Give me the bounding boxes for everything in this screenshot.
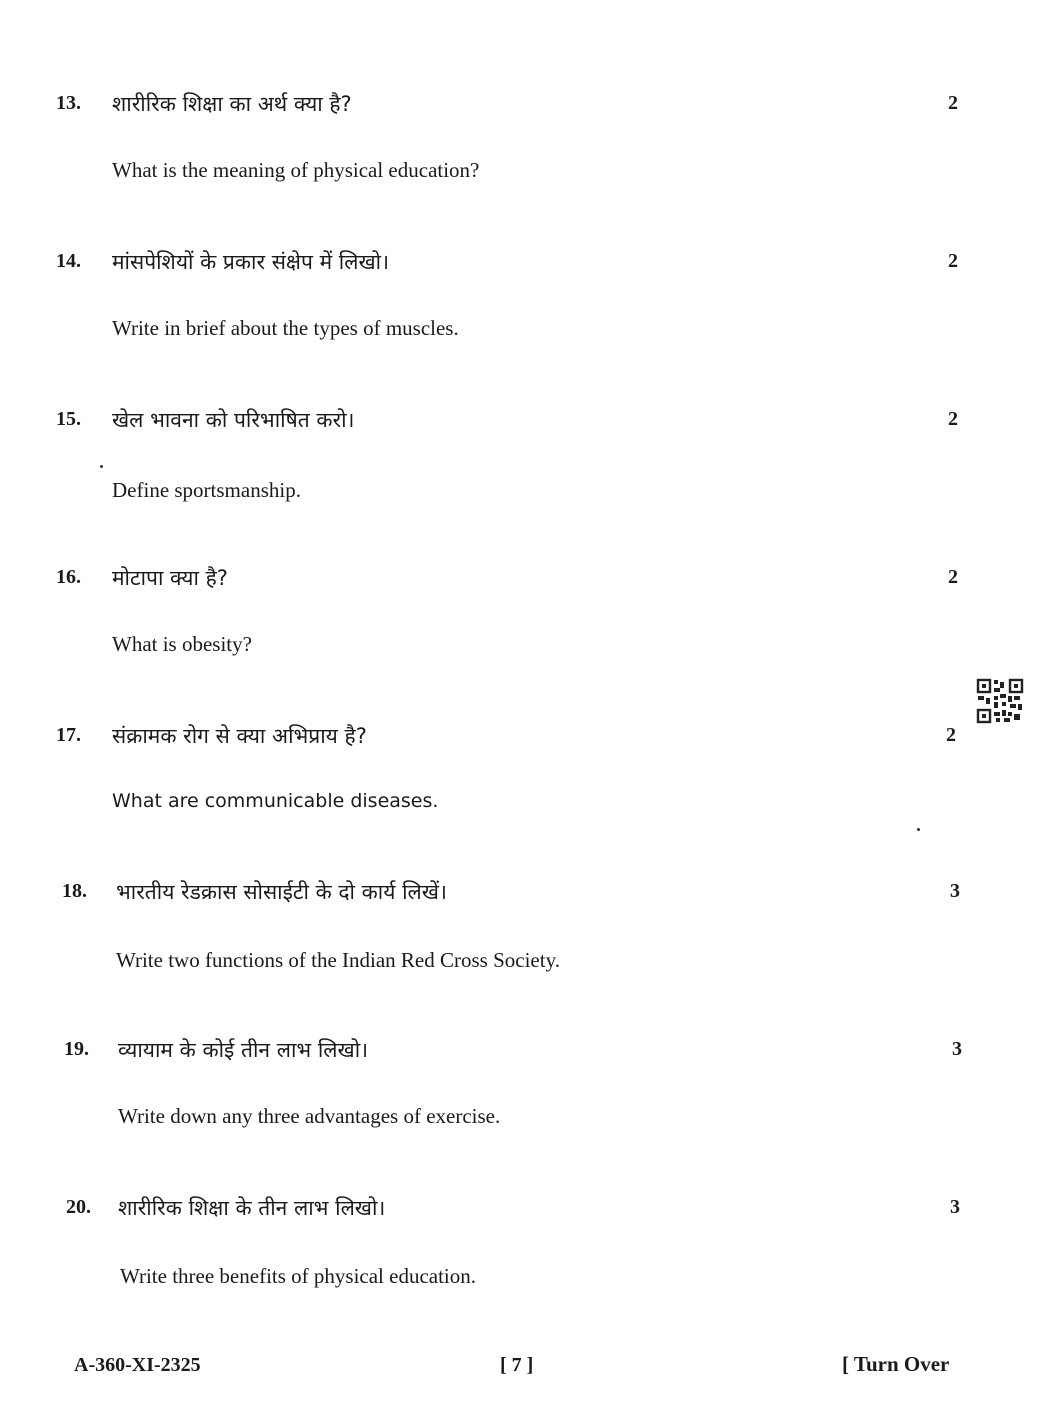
question-english-text: Write two functions of the Indian Red Cross Society. [116, 948, 560, 972]
question-hindi-text: खेल भावना को परिभाषित करो। [112, 408, 355, 432]
question-19 [0, 1038, 1038, 1158]
question-16 [0, 566, 1038, 686]
question-hindi-text: संक्रामक रोग से क्या अभिप्राय है? [112, 724, 367, 748]
question-marks: 2 [948, 566, 958, 588]
turn-over-note: [ Turn Over [842, 1352, 950, 1376]
question-15 [0, 408, 1038, 528]
question-number: 13. [56, 92, 81, 114]
question-13 [0, 92, 1038, 212]
question-marks: 2 [948, 250, 958, 272]
scan-speck [917, 828, 920, 831]
paper-code: A-360-XI-2325 [74, 1354, 201, 1376]
question-english-text: Define sportsmanship. [112, 478, 301, 502]
question-english-text: Write in brief about the types of muscles. [112, 316, 459, 340]
question-20 [0, 1196, 1038, 1316]
question-marks: 3 [950, 1196, 960, 1218]
question-english-text: What is obesity? [112, 632, 252, 656]
question-17 [0, 724, 1038, 844]
question-marks: 2 [948, 408, 958, 430]
question-14 [0, 250, 1038, 370]
question-marks: 2 [948, 92, 958, 114]
question-hindi-text: व्यायाम के कोई तीन लाभ लिखो। [118, 1038, 369, 1062]
question-marks: 2 [946, 724, 956, 746]
question-hindi-text: मांसपेशियों के प्रकार संक्षेप में लिखो। [112, 250, 390, 274]
question-english-text: What is the meaning of physical education? [112, 158, 480, 182]
question-hindi-text: शारीरिक शिक्षा के तीन लाभ लिखो। [118, 1196, 386, 1220]
question-number: 16. [56, 566, 81, 588]
question-hindi-text: भारतीय रेडक्रास सोसाईटी के दो कार्य लिखें। [116, 880, 447, 904]
question-english-text: Write three benefits of physical education. [120, 1264, 477, 1288]
question-number: 15. [56, 408, 81, 430]
question-marks: 3 [952, 1038, 962, 1060]
page-number: [ 7 ] [500, 1354, 534, 1376]
question-number: 20. [66, 1196, 91, 1218]
question-18 [0, 880, 1038, 1000]
question-number: 17. [56, 724, 81, 746]
question-english-text: What are communicable diseases. [112, 790, 439, 812]
question-number: 14. [56, 250, 81, 272]
scan-speck [100, 465, 103, 468]
question-hindi-text: मोटापा क्या है? [112, 566, 228, 590]
question-marks: 3 [950, 880, 960, 902]
qr-code-icon [976, 678, 1024, 724]
question-number: 18. [62, 880, 87, 902]
question-english-text: Write down any three advantages of exercise. [118, 1104, 501, 1128]
question-hindi-text: शारीरिक शिक्षा का अर्थ क्या है? [112, 92, 352, 116]
question-number: 19. [64, 1038, 89, 1060]
